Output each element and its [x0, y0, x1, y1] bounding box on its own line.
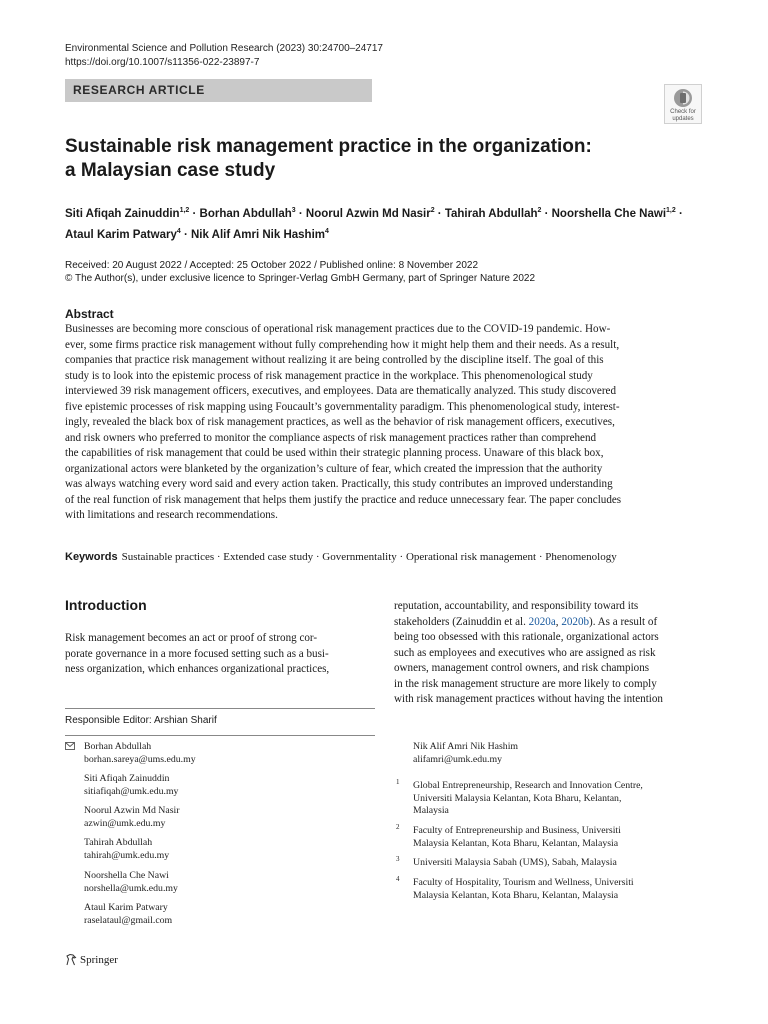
author-name[interactable]: Noorul Azwin Md Nasir [305, 208, 431, 220]
envelope-icon [65, 742, 75, 750]
body-line: ness organization, which enhances organizational practices, [65, 663, 330, 675]
author-list [65, 202, 705, 244]
author-separator: · [675, 208, 683, 220]
author-affiliation-marker: 2 [430, 207, 435, 214]
author-separator: · [295, 208, 306, 220]
body-line: owners, management control owners, and risk champions [394, 662, 650, 674]
doi-link[interactable]: https://doi.org/10.1007/s11356-022-23897-7 [65, 57, 260, 68]
body-line: Risk management becomes an act or proof of strong cor- [65, 632, 318, 644]
body-line: in the risk management structure are more likely to comply [394, 677, 657, 690]
affiliation-text: Faculty of Hospitality, Tourism and Wellness, Universiti Malaysia Kelantan, Kota Bharu, Kelantan, Malaysia [413, 877, 634, 901]
affiliation-number: 4 [396, 875, 400, 883]
affiliation-text: Universiti Malaysia Sabah (UMS), Sabah, Malaysia [413, 857, 617, 868]
footnote-rule [65, 708, 375, 709]
title-line: a Malaysian case study [65, 160, 276, 181]
author-separator: · [541, 208, 552, 220]
contact-email[interactable]: alifamri@umk.edu.my [413, 753, 503, 765]
abstract-line: was always watching every word said and every action taken. Practically, this study contributes an improved understanding [65, 478, 613, 490]
affiliation-number: 3 [396, 855, 400, 863]
check-for-updates-badge[interactable] [664, 84, 702, 124]
contact-email[interactable]: borhan.sareya@ums.edu.my [84, 753, 196, 765]
abstract-line: with limitations and research recommendations. [65, 509, 278, 521]
contact-entry [84, 741, 196, 766]
affiliation-text: Faculty of Entrepreneurship and Business, Universiti Malaysia Kelantan, Kota Bharu, Kelantan, Malaysia [413, 825, 621, 849]
check-for-updates-label: Check for updates [670, 109, 696, 122]
keywords [65, 550, 617, 565]
author-line [65, 223, 705, 244]
body-line: porate governance in a more focused setting such as a busi- [65, 647, 329, 660]
abstract-line: organizational actors were blanketed by the organization’s culture of fear, which created the impression that the authority [65, 462, 603, 475]
contact-entry [84, 870, 178, 895]
author-affiliation-marker: 1,2 [179, 207, 190, 214]
contact-name: Noorshella Che Nawi [84, 870, 169, 881]
publication-dates: Received: 20 August 2022 / Accepted: 25 October 2022 / Published online: 8 November 2022 [65, 260, 479, 271]
contact-name: Noorul Azwin Md Nasir [84, 805, 180, 816]
affiliation-text: Global Entrepreneurship, Research and Innovation Centre, Universiti Malaysia Kelantan, Kota Bharu, Kelantan, Malaysia [413, 780, 643, 816]
contact-email[interactable]: azwin@umk.edu.my [84, 817, 166, 829]
article-type-banner: RESEARCH ARTICLE [65, 79, 372, 102]
contact-name: Ataul Karim Patwary [84, 902, 168, 913]
footnote-rule [65, 735, 375, 736]
author-name[interactable]: Nik Alif Amri Nik Hashim [191, 229, 325, 241]
contact-entry [84, 902, 172, 927]
responsible-editor: Responsible Editor: Arshian Sharif [65, 715, 217, 726]
contact-email[interactable]: tahirah@umk.edu.my [84, 849, 170, 861]
abstract-line: ingly, revealed the black box of risk management practices, as well as the behavior of risk management officers, executives, [65, 416, 615, 428]
contact-entry [84, 773, 178, 798]
body-line-with-citations: stakeholders (Zainuddin et al. 2020a, 2020b). As a result of [394, 615, 658, 628]
contact-entry [84, 837, 169, 862]
author-name[interactable]: Siti Afiqah Zainuddin [65, 208, 180, 220]
author-affiliation-marker: 4 [325, 228, 329, 235]
abstract-line: ever, some firms practice risk management without fully comprehending how it might help them and their needs. As a result, [65, 338, 620, 351]
citation-link-2020a[interactable]: 2020a [528, 615, 556, 628]
keywords-text: Sustainable practices · Extended case study · Governmentality · Operational risk management · Phenomenology [121, 551, 617, 563]
contact-name: Nik Alif Amri Nik Hashim [413, 741, 519, 752]
contact-name: Siti Afiqah Zainuddin [84, 773, 170, 784]
contact-email[interactable]: norshella@umk.edu.my [84, 882, 178, 894]
article-title [65, 135, 705, 183]
check-for-updates-icon [673, 88, 693, 108]
contact-email[interactable]: raselataul@gmail.com [84, 914, 173, 926]
contact-name: Tahirah Abdullah [84, 837, 153, 848]
abstract-line: five epistemic processes of risk mapping using Foucault’s governmentality paradigm. This phenomenological study, interest- [65, 400, 620, 413]
contact-name: Borhan Abdullah [84, 741, 152, 752]
author-name[interactable]: Tahirah Abdullah [444, 208, 538, 220]
title-line: Sustainable risk management practice in the organization: [65, 136, 592, 157]
publisher-footer [65, 953, 118, 967]
author-name[interactable]: Noorshella Che Nawi [551, 208, 667, 220]
introduction-right-column [394, 599, 704, 708]
affiliation-number: 1 [396, 778, 400, 786]
author-affiliation-marker: 3 [291, 207, 296, 214]
journal-citation: Environmental Science and Pollution Research (2023) 30:24700–24717 [65, 43, 383, 54]
author-affiliation-marker: 1,2 [666, 207, 676, 214]
abstract-line: Businesses are becoming more conscious of operational risk management practices due to the COVID-19 pandemic. How- [65, 323, 611, 335]
abstract-heading: Abstract [65, 307, 114, 321]
introduction-heading: Introduction [65, 597, 147, 613]
author-line [65, 202, 705, 223]
author-separator: · [180, 229, 191, 241]
body-line: being too obsessed with this rationale, organizational actors [394, 631, 659, 643]
body-line: with risk management practices without having the intention [394, 693, 663, 705]
affiliation-number: 2 [396, 823, 400, 831]
introduction-left-column [65, 631, 375, 678]
copyright-notice: © The Author(s), under exclusive licence to Springer-Verlag GmbH Germany, part of Springer Nature 2022 [65, 273, 535, 284]
author-separator: · [189, 208, 200, 220]
keywords-label: Keywords [65, 551, 118, 563]
contact-email[interactable]: sitiafiqah@umk.edu.my [84, 785, 179, 797]
abstract-line: interviewed 39 risk management officers, executives, and employees. Data are thematically analyzed. This study discovered [65, 385, 616, 397]
body-line: reputation, accountability, and responsibility toward its [394, 600, 639, 612]
body-line: such as employees and executives who are assigned as risk [394, 646, 656, 659]
author-affiliation-marker: 4 [176, 228, 181, 235]
contact-entry [413, 741, 518, 766]
abstract-line: and risk owners who preferred to monitor the compliance aspects of risk management practices rather than comprehend [65, 431, 597, 444]
citation-link-2020b[interactable]: 2020b [561, 615, 590, 628]
contact-entry [84, 805, 180, 830]
author-name[interactable]: Borhan Abdullah [199, 208, 292, 220]
author-affiliation-marker: 2 [537, 207, 542, 214]
author-separator: · [434, 208, 445, 220]
abstract-line: study is to look into the epistemic process of risk management practice in the workplace. This phenomenological study [65, 369, 593, 382]
abstract-line: the capabilities of risk management that could be used within their strategic planning process. Unaware of this black box, [65, 447, 604, 459]
abstract-line: companies that practice risk management without realizing it are being controlled by the discipline itself. The goal of this [65, 354, 604, 366]
publisher-name: Springer [80, 954, 118, 966]
abstract-body [65, 322, 705, 524]
springer-horse-icon [65, 953, 77, 966]
abstract-line: of the real function of risk management that helps them justify the practice and reduce unnecessary fear. The paper concludes [65, 493, 622, 506]
author-name[interactable]: Ataul Karim Patwary [65, 229, 177, 241]
